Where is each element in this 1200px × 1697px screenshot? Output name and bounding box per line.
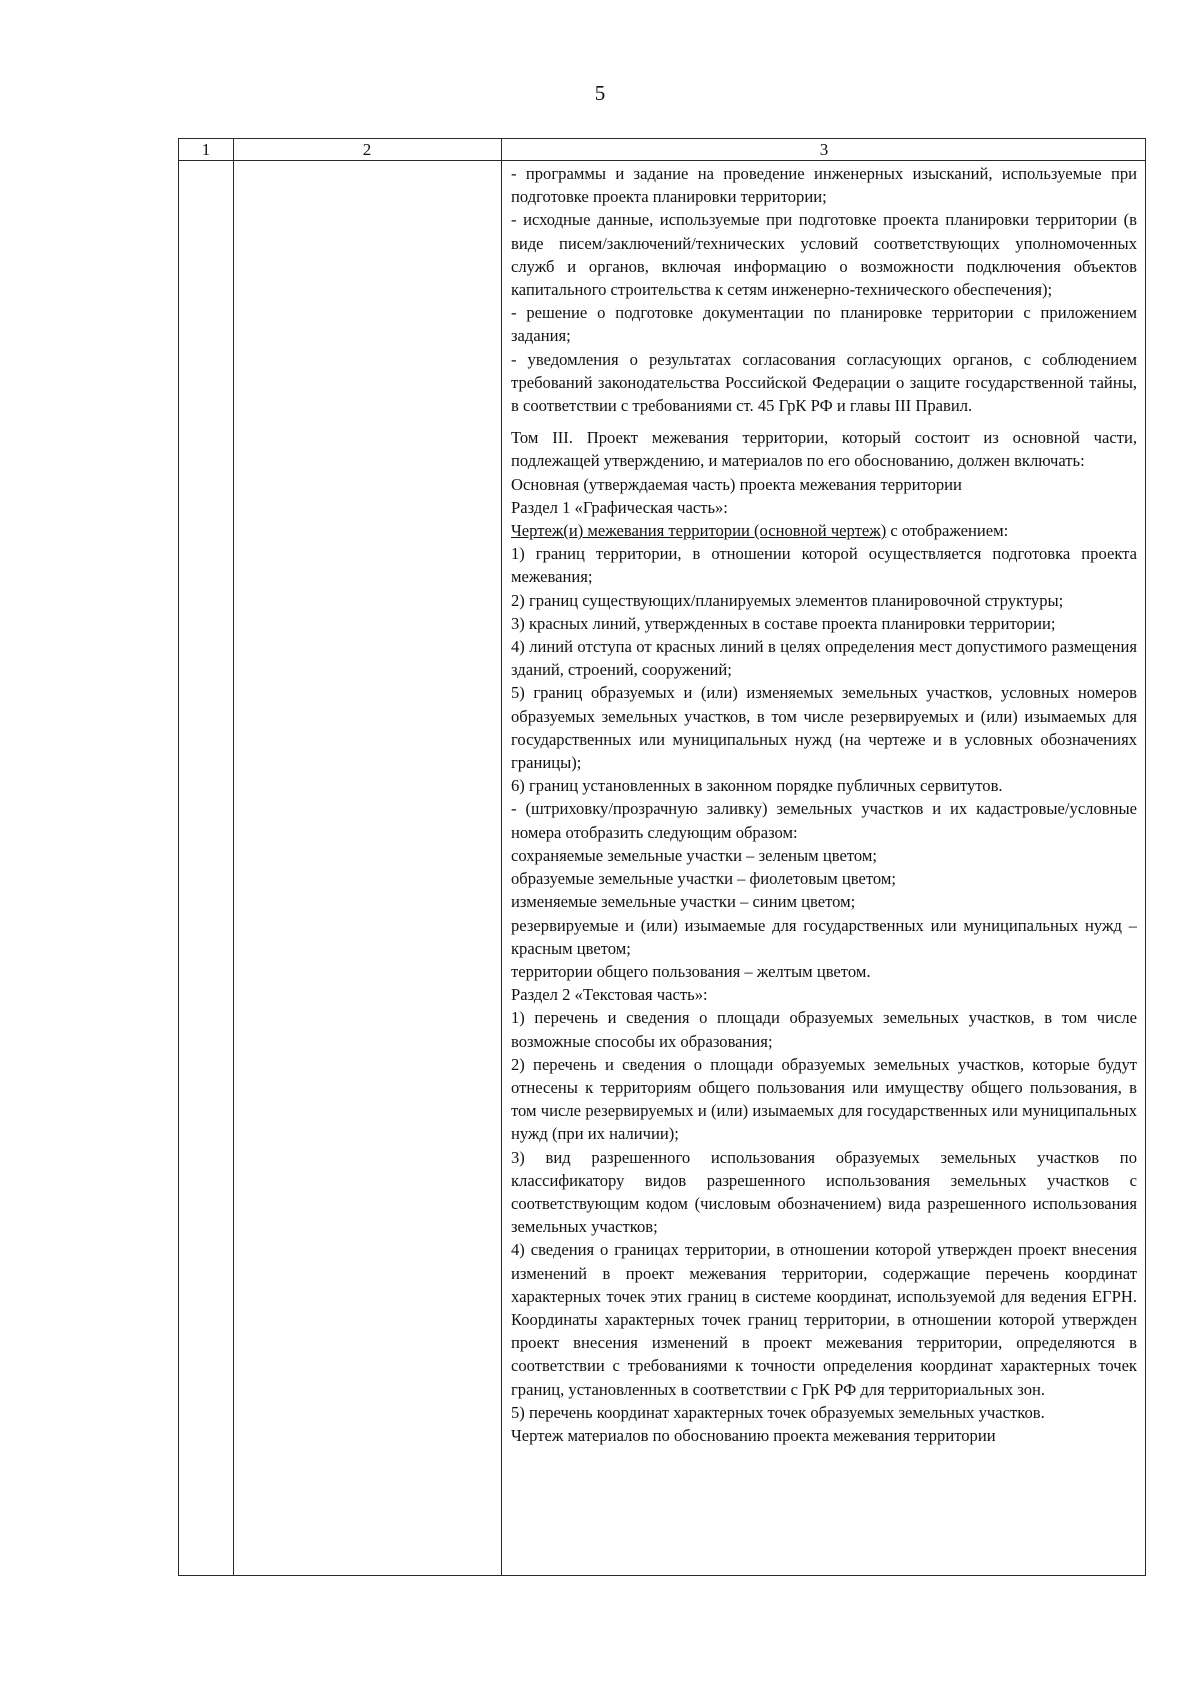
list-item: 2) границ существующих/планируемых элементов планировочной структуры; — [511, 590, 1064, 610]
list-item: - (штриховку/прозрачную заливку) земельных участков и их кадастровые/условные номера отобразить следующим образом: — [511, 799, 1137, 842]
list-item: 3) красных линий, утвержденных в составе проекта планировки территории; — [511, 613, 1056, 633]
volume-3-intro: Том III. Проект межевания территории, который состоит из основной части, подлежащей утверждению, и материалов по его обоснованию, должен включать: — [511, 428, 1137, 471]
paragraph: Основная (утверждаемая часть) проекта межевания территории — [511, 474, 962, 494]
list-item: 5) границ образуемых и (или) изменяемых земельных участков, условных номеров образуемых земельных участков, в том числе резервируемых и (или) изымаемых для государственных или муниципальных нужд (на чертеже и в условных обозначениях границы); — [511, 683, 1137, 773]
list-item: образуемые земельные участки – фиолетовым цветом; — [511, 869, 896, 889]
underlined-drawing-title: Чертеж(и) межевания территории (основной чертеж) — [511, 521, 887, 541]
paragraph: - уведомления о результатах согласования согласующих органов, с соблюдением требований законодательства Российской Федерации о защите государственной тайны, в соответствии с требованиями ст. 45 ГрК РФ и главы III Правил. — [511, 349, 1137, 416]
paragraph: Чертеж материалов по обоснованию проекта межевания территории — [511, 1425, 996, 1445]
list-item: 1) границ территории, в отношении которой осуществляется подготовка проекта межевания; — [511, 544, 1137, 587]
list-item: 2) перечень и сведения о площади образуемых земельных участков, которые будут отнесены к территориям общего пользования или имуществу общего пользования, в том числе резервируемых и (или) изымаемых для государственных или муниципальных нужд (при их наличии); — [511, 1054, 1137, 1144]
drawing-line — [511, 519, 1137, 542]
document-table — [178, 138, 1146, 1576]
column-header-3: 3 — [819, 140, 829, 159]
paragraph: - решение о подготовке документации по планировке территории с приложением задания; — [511, 303, 1137, 346]
page-number: 5 — [594, 81, 606, 105]
column-header-2: 2 — [362, 140, 372, 159]
column-3-content — [511, 162, 1137, 1575]
column-header-1: 1 — [201, 140, 211, 159]
list-item: 4) линий отступа от красных линий в целях определения мест допустимого размещения зданий, строений, сооружений; — [511, 637, 1137, 680]
list-item: территории общего пользования – желтым цветом. — [511, 961, 871, 981]
list-item: 3) вид разрешенного использования образуемых земельных участков по классификатору видов разрешенного использования земельных участков с соответствующим кодом (числовым обозначением) вида разрешенного использования земельных участков; — [511, 1147, 1137, 1237]
column-divider-1 — [233, 139, 234, 1575]
section-1-heading: Раздел 1 «Графическая часть»: — [511, 497, 728, 517]
drawing-line-rest: с отображением: — [886, 521, 1009, 541]
section-2-heading: Раздел 2 «Текстовая часть»: — [511, 985, 708, 1005]
list-item: 6) границ установленных в законном порядке публичных сервитутов. — [511, 776, 1003, 796]
list-item: сохраняемые земельные участки – зеленым цветом; — [511, 845, 877, 865]
column-divider-2 — [501, 139, 502, 1575]
paragraph: - исходные данные, используемые при подготовке проекта планировки территории (в виде писем/заключений/технических условий соответствующих уполномоченных служб и органов, включая информацию о возможности подключения объектов капитального строительства к сетям инженерно-технического обеспечения); — [511, 210, 1137, 300]
list-item: 4) сведения о границах территории, в отношении которой утвержден проект внесения изменений в проект межевания территории, содержащие перечень координат характерных точек этих границ в системе координат, используемой для ведения ЕГРН. Координаты характерных точек границ территории, в отношении которой утвержден проект внесения изменений в проект межевания территории, определяются в соответствии с требованиями к точности определения координат характерных точек границ, установленных в соответствии с ГрК РФ для территориальных зон. — [511, 1240, 1137, 1399]
list-item: 1) перечень и сведения о площади образуемых земельных участков, в том числе возможные способы их образования; — [511, 1008, 1137, 1051]
header-row-divider — [179, 160, 1145, 161]
list-item: изменяемые земельные участки – синим цветом; — [511, 892, 856, 912]
list-item: резервируемые и (или) изымаемые для государственных или муниципальных нужд – красным цветом; — [511, 915, 1137, 958]
paragraph: - программы и задание на проведение инженерных изысканий, используемые при подготовке проекта планировки территории; — [511, 164, 1137, 207]
list-item: 5) перечень координат характерных точек образуемых земельных участков. — [511, 1402, 1045, 1422]
